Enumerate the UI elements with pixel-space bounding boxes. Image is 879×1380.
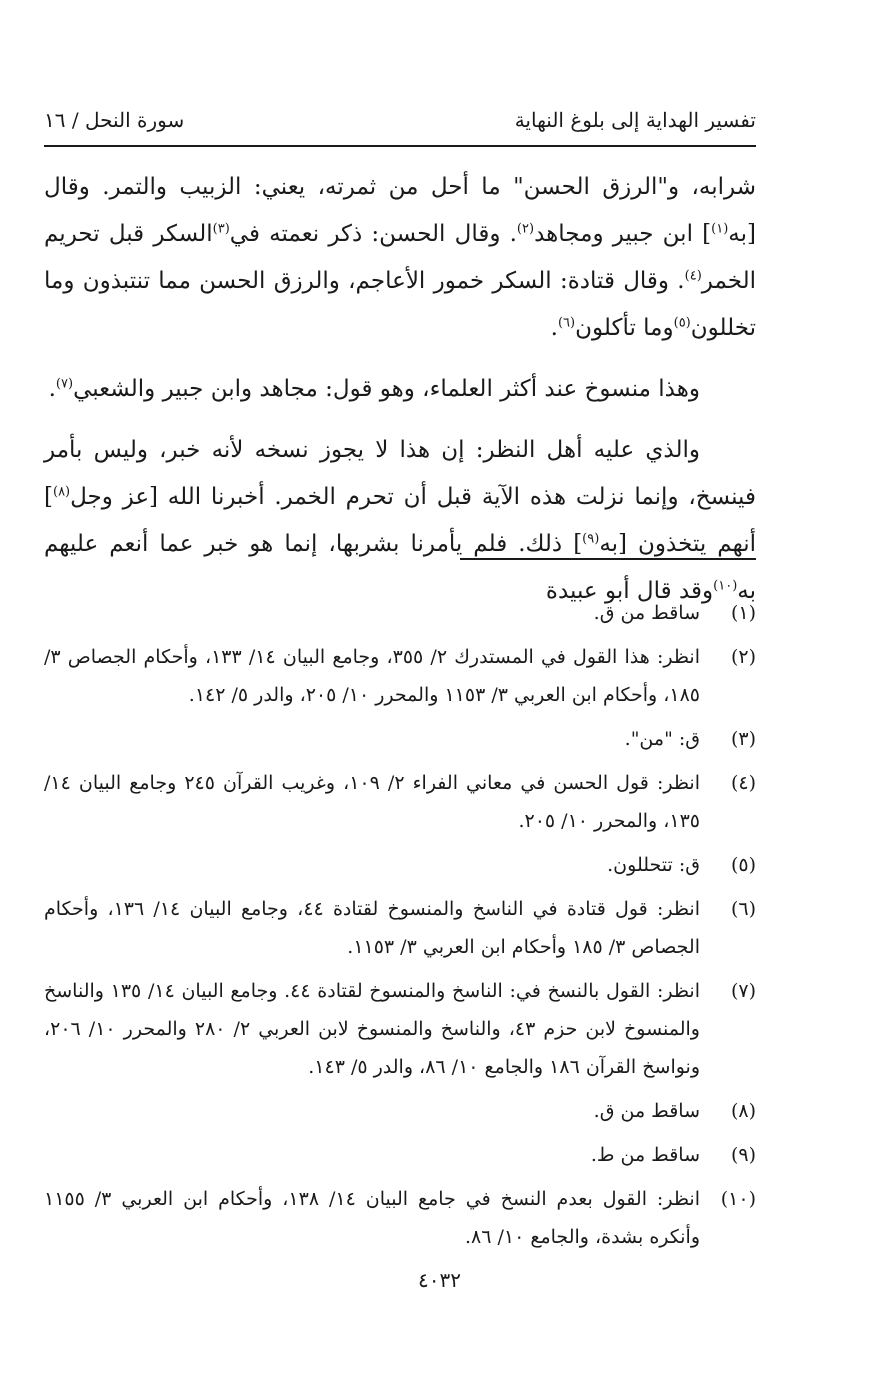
footnote-marker: (٩) <box>582 531 600 547</box>
text-run: . <box>550 315 558 341</box>
footnote-marker: (١) <box>711 221 729 237</box>
text-run: . <box>48 376 56 402</box>
footnote-text: انظر: قول قتادة في الناسخ والمنسوخ لقتادة ٤٤، وجامع البيان ١٤/ ١٣٦، وأحكام الجصاص ٣/ ١٨٥ وأحكام ابن العربي ٣/ ١١٥٣. <box>44 898 700 958</box>
footnote-text: ق: "من". <box>624 728 700 750</box>
text-run: وما تأكلون <box>575 315 674 341</box>
footnote-marker: (٤) <box>684 268 702 284</box>
footnote <box>44 594 756 632</box>
text-run: السكر قبل تحريم الخمر <box>44 221 756 294</box>
footnote-number: (٧) <box>730 980 756 1002</box>
footnote <box>44 1092 756 1130</box>
footnote-text: انظر: القول بعدم النسخ في جامع البيان ١٤/ ١٣٨، وأحكام ابن العربي ٣/ ١١٥٥ وأنكره بشدة، والجامع ١٠/ ٨٦. <box>44 1188 700 1248</box>
text-run: وهذا منسوخ عند أكثر العلماء، وهو قول: مجاهد وابن جبير والشعبي <box>73 376 700 402</box>
footnote-marker: (٧) <box>55 376 74 392</box>
text-run: شرابه، و"الرزق الحسن" ما أحل من ثمرته، يعني: الزبيب والتمر. وقال [به <box>44 174 756 247</box>
footnote <box>44 720 756 758</box>
footnote-marker: (٢) <box>516 221 535 237</box>
footnote-text: انظر: القول بالنسخ في: الناسخ والمنسوخ لقتادة ٤٤. وجامع البيان ١٤/ ١٣٥ والناسخ والمنسوخ لابن حزم ٤٣، والناسخ والمنسوخ لابن العربي ٢/ ٢٨٠ والمحرر ١٠/ ٢٠٦، ونواسخ القرآن ١٨٦ والجامع ١٠/ ٨٦، والدر ٥/ ١٤٣. <box>44 980 700 1078</box>
text-run: ] أنهم يتخذون [به <box>44 484 756 557</box>
text-run: والذي عليه أهل النظر: إن هذا لا يجوز نسخه لأنه خبر، وليس بأمر فينسخ، وإنما نزلت هذه الآية قبل أن تحرم الخمر. أخبرنا الله [عز وجل <box>44 437 756 510</box>
paragraph-1 <box>44 164 756 352</box>
footnote-marker: (٨) <box>52 484 71 500</box>
footnote-number: (١) <box>730 602 756 624</box>
footnote-marker: (٣) <box>212 221 230 237</box>
footnote-number: (١٠) <box>720 1188 756 1210</box>
book-title: تفسير الهداية إلى بلوغ النهاية <box>514 108 756 132</box>
running-header <box>44 108 756 138</box>
text-run: . وقال الحسن: ذكر نعمته في <box>229 221 517 247</box>
footnote <box>44 1180 756 1256</box>
header-divider <box>44 145 756 147</box>
footnote-number: (٣) <box>730 728 756 750</box>
footnote-number: (٥) <box>730 854 756 876</box>
main-text <box>44 164 756 615</box>
footnote-text: ساقط من ق. <box>593 602 700 624</box>
footnote-marker: (١٠) <box>713 578 738 594</box>
footnote-text: ساقط من ق. <box>593 1100 700 1122</box>
footnotes <box>44 594 756 1262</box>
footnote <box>44 890 756 966</box>
text-run: . وقال قتادة: السكر خمور الأعاجم، والرزق الحسن مما تنتبذون وما تخللون <box>44 268 756 341</box>
footnote-number: (٦) <box>730 898 756 920</box>
footnote-divider <box>460 558 756 560</box>
footnote-number: (٤) <box>730 772 756 794</box>
text-run: ] ذلك. فلم يأمرنا بشربها، إنما هو خبر عما أنعم عليهم به <box>44 531 756 604</box>
footnote <box>44 638 756 714</box>
text-run: ] ابن جبير ومجاهد <box>534 221 712 247</box>
footnote-text: انظر: هذا القول في المستدرك ٢/ ٣٥٥، وجامع البيان ١٤/ ١٣٣، وأحكام الجصاص ٣/ ١٨٥، وأحكام ابن العربي ٣/ ١١٥٣ والمحرر ١٠/ ٢٠٥، والدر ٥/ ١٤٢. <box>44 646 700 706</box>
footnote-text: ساقط من ط. <box>590 1144 700 1166</box>
footnote-text: انظر: قول الحسن في معاني الفراء ٢/ ١٠٩، وغريب القرآن ٢٤٥ وجامع البيان ١٤/ ١٣٥، والمحرر ١٠/ ٢٠٥. <box>44 772 700 832</box>
footnote <box>44 846 756 884</box>
footnote <box>44 764 756 840</box>
footnote-number: (٩) <box>730 1144 756 1166</box>
footnote-number: (٢) <box>730 646 756 668</box>
footnote-text: ق: تتحللون. <box>607 854 700 876</box>
surah-label: سورة النحل / ١٦ <box>44 108 185 132</box>
paragraph-3 <box>44 427 756 615</box>
text-run: وقد قال أبو عبيدة <box>545 578 714 604</box>
footnote <box>44 1136 756 1174</box>
footnote <box>44 972 756 1086</box>
footnote-marker: (٥) <box>673 315 691 331</box>
page-number: ٤٠٣٢ <box>418 1268 461 1292</box>
footnote-marker: (٦) <box>557 315 576 331</box>
footnote-number: (٨) <box>730 1100 756 1122</box>
paragraph-2 <box>44 366 756 413</box>
